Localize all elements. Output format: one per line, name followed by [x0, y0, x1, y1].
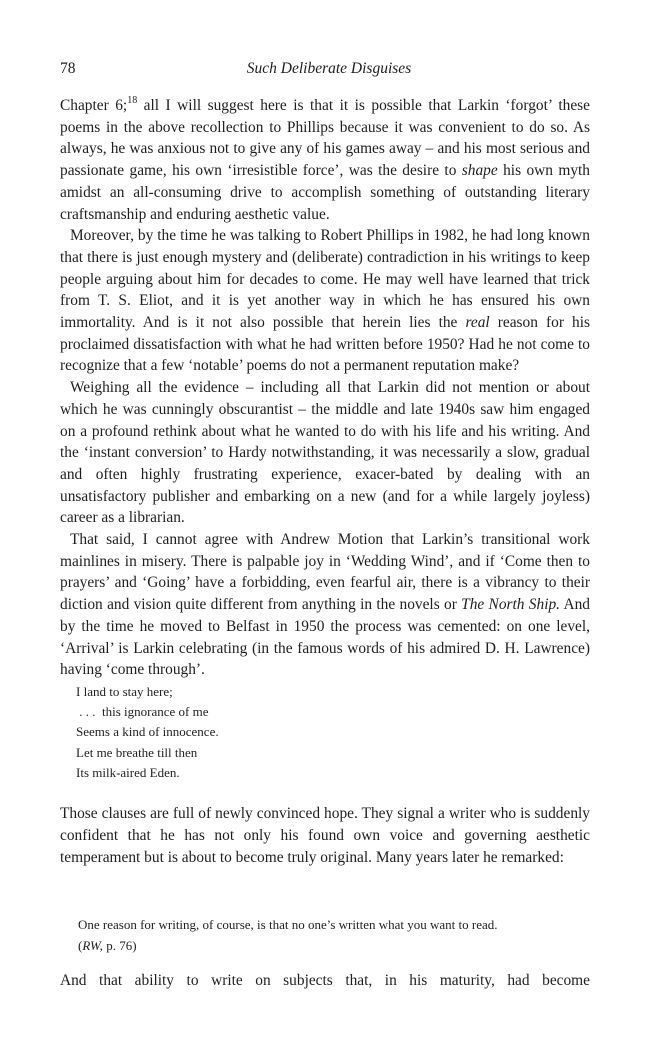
- paragraph-1: [60, 95, 590, 225]
- paragraph-1-text-a: all I will suggest here is that it is possible that Larkin ‘forgot’ these poems in the above recollection to Phillips because it was convenient to do so. As always, he was anxious not to give any of his games away – and his most serious and passionate game, his own ‘irresistible force’, was the desire to: [60, 97, 590, 180]
- paragraph-3-text: Weighing all the evidence – including all that Larkin did not mention or about which he was cunningly obscurantist – the middle and late 1940s saw him engaged on a profound rethink about what he wanted to do with his life and his writing. And the ‘instant conversion’ to Hardy notwithstanding, it was necessarily a slow, gradual and often highly frustrating experience, exacer-bated by dealing with an unsatisfactory publisher and embarking on a new (and for a while largely joyless) career as a librarian.: [60, 379, 590, 527]
- citation-rest: p. 76): [102, 938, 137, 953]
- chapter-reference: Chapter 6;: [60, 97, 128, 114]
- verse-line-4: Let me breathe till then: [76, 744, 198, 760]
- paragraph-4: [60, 529, 590, 681]
- book-title-north-ship: The North Ship.: [461, 596, 561, 614]
- paragraph-4-text-b: And by the time he moved to Belfast in 1950 the process was cemented: on one level, ‘Arrival’ is Larkin celebrating (in the famous words of his admired D. H. Lawrence) having ‘come through’.: [60, 596, 590, 679]
- body-text: [60, 95, 590, 681]
- paragraph-5: Those clauses are full of newly convinced hope. They signal a writer who is suddenly confident that he has not only his found own voice and governing aesthetic temperament but is about to become truly original. Many years later he remarked:: [60, 805, 590, 866]
- paragraph-2-text-b: reason for his proclaimed dissatisfaction with what he had written before 1950? Had he not come to recognize that a few ‘notable’ poems do not a permanent reputation make?: [60, 314, 590, 375]
- paragraph-2: [60, 225, 590, 377]
- final-paragraph: [60, 970, 590, 992]
- paragraph-2-text-a: Moreover, by the time he was talking to Robert Phillips in 1982, he had long known that there is just enough mystery and (deliberate) contradiction in his writings to keep people arguing about him for decades to come. He may well have learned that trick from T. S. Eliot, and it is yet another way in which he has ensured his own immortality. And is it not also possible that herein lies the: [60, 227, 590, 332]
- emphasis-shape: shape: [461, 162, 498, 180]
- verse-line-1: I land to stay here;: [76, 684, 173, 699]
- running-title: Such Deliberate Disguises: [246, 60, 412, 77]
- verse-line-5: Its milk-aired Eden.: [76, 764, 180, 780]
- extract-citation: [78, 938, 137, 953]
- paragraph-1-text-b: his own myth amidst an all-consuming drive to accomplish something of outstanding literary craftsmanship and enduring aesthetic value.: [60, 162, 590, 223]
- emphasis-real: real: [465, 314, 490, 332]
- citation-open: (: [78, 938, 83, 953]
- final-line: And that ability to write on subjects that, in his maturity, had become: [60, 972, 590, 989]
- footnote-marker: 18: [127, 95, 138, 106]
- paragraph-3: [60, 377, 590, 529]
- verse-quotation: [76, 682, 496, 783]
- verse-line-2: . . . this ignorance of me: [76, 704, 209, 720]
- page-number: 78: [60, 60, 76, 77]
- prose-extract: [78, 914, 590, 956]
- extract-text: One reason for writing, of course, is that no one’s written what you want to read.: [78, 917, 498, 932]
- verse-line-3: Seems a kind of innocence.: [76, 724, 219, 740]
- paragraph-4-text-a: That said, I cannot agree with Andrew Motion that Larkin’s transitional work mainlines in misery. There is palpable joy in ‘Wedding Wind’, and if ‘Come then to prayers’ and ‘Going’ have a forbidding, even fearful air, there is a vibrancy to their diction and vision quite different from anything in the novels or: [60, 531, 590, 614]
- running-head: [60, 58, 590, 80]
- commentary-paragraph: [60, 803, 590, 869]
- citation-source: RW,: [82, 938, 103, 953]
